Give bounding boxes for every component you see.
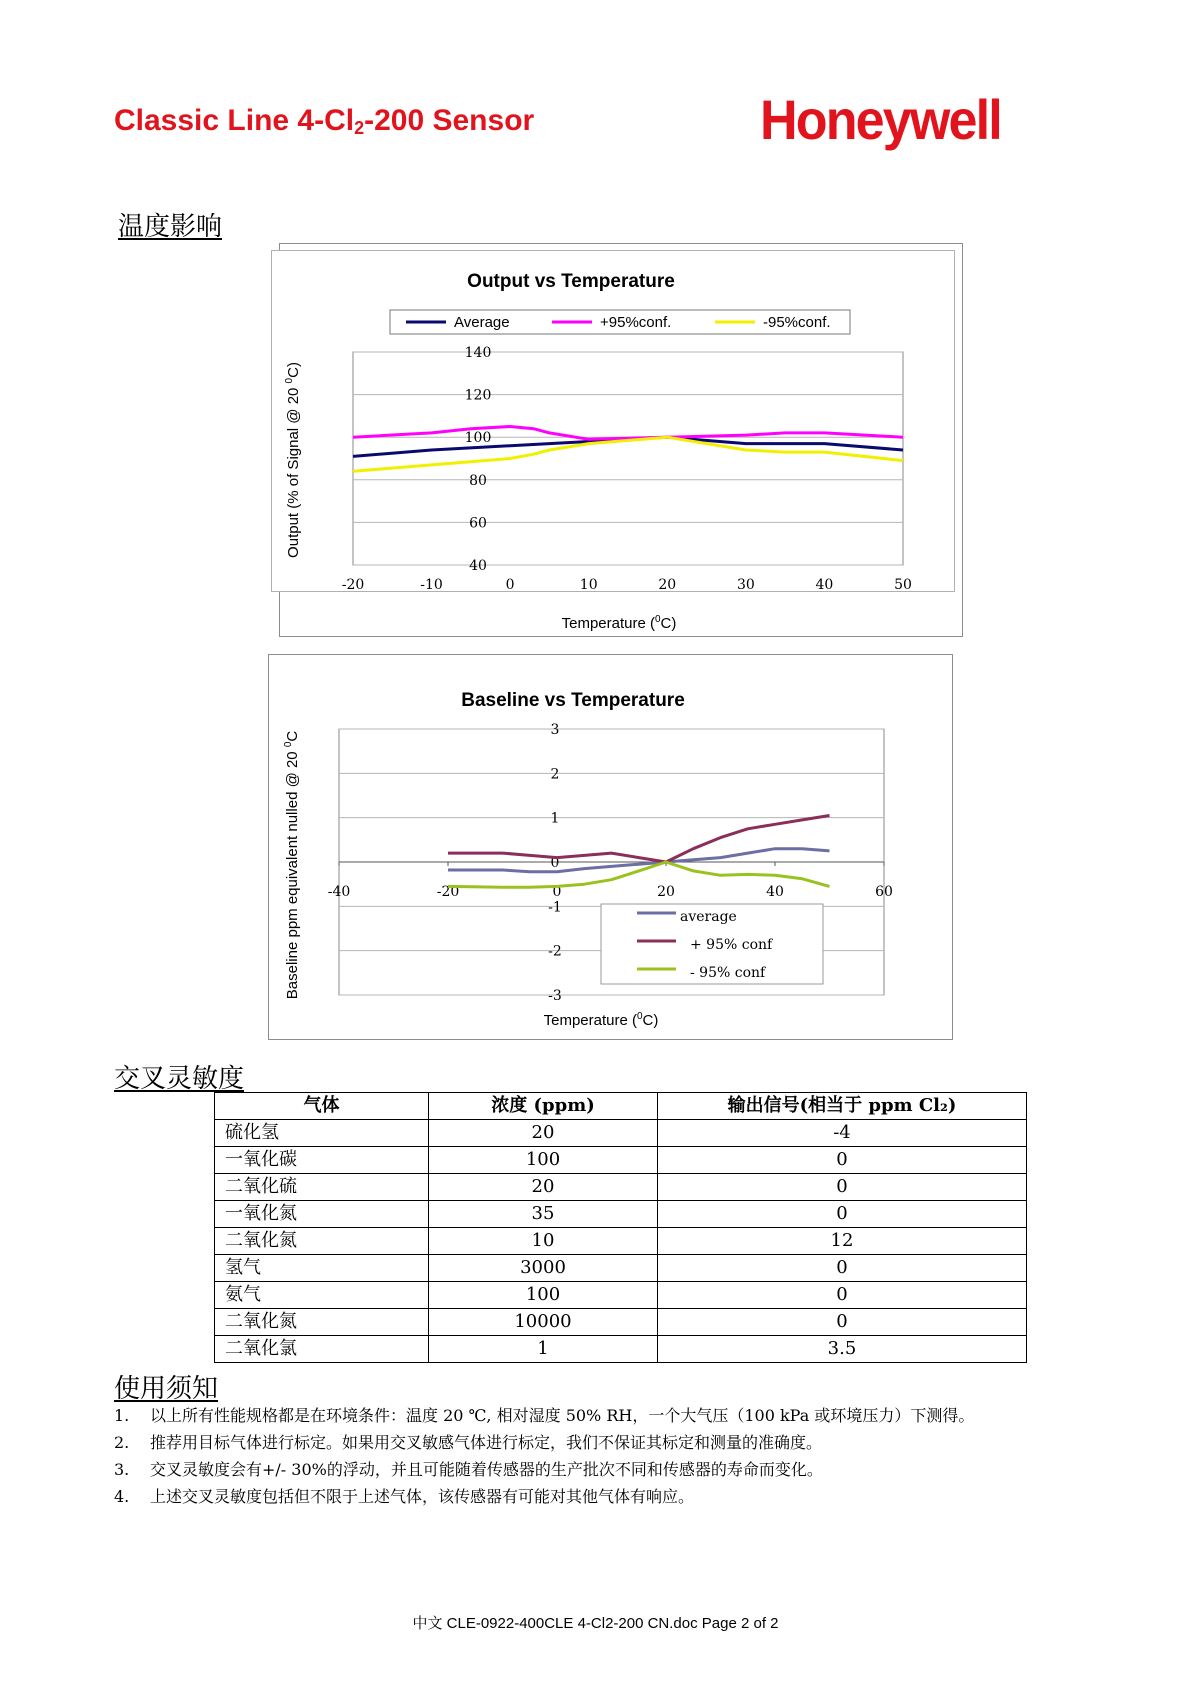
cell-concentration: 20 (429, 1120, 658, 1147)
x-axis-label: Temperature ($^0$C) (543, 1011, 659, 1029)
cell-output: 0 (658, 1309, 1027, 1336)
legend-label: + 95% conf (690, 937, 773, 953)
x-tick-label: 40 (815, 577, 834, 593)
note-text: 上述交叉灵敏度包括但不限于上述气体，该传感器有可能对其他气体有响应。 (150, 1487, 695, 1506)
section-heading-notes: 使用须知 (114, 1374, 219, 1404)
x-tick-label: 50 (894, 577, 912, 593)
cell-output: 0 (658, 1282, 1027, 1309)
legend-label: -95%conf. (763, 314, 831, 331)
cell-concentration: 100 (429, 1147, 658, 1174)
column-header-gas: 气体 (215, 1093, 429, 1120)
y-tick-label: 100 (464, 430, 492, 447)
cell-concentration: 35 (429, 1201, 658, 1228)
legend-label: average (680, 909, 737, 925)
table-row (215, 1228, 1027, 1255)
x-tick-label: 20 (658, 577, 677, 593)
y-tick-label: 0 (550, 855, 560, 871)
y-tick-label: 40 (469, 558, 487, 574)
cell-concentration: 10000 (429, 1309, 658, 1336)
legend-label: - 95% conf (690, 965, 766, 981)
chart-title: Baseline vs Temperature (461, 690, 685, 711)
cell-concentration: 3000 (429, 1255, 658, 1282)
cell-gas: 二氧化氮 (215, 1309, 429, 1336)
x-tick-label: -40 (327, 884, 351, 900)
chart-legend (601, 904, 823, 984)
y-tick-label: 140 (464, 345, 492, 361)
cell-output: 0 (658, 1255, 1027, 1282)
note-item (114, 1429, 1114, 1456)
cell-gas: 氢气 (215, 1255, 429, 1282)
note-number: 1. (114, 1406, 130, 1425)
x-tick-label: 20 (657, 884, 675, 900)
y-tick-label: -2 (548, 943, 562, 960)
x-tick-label: 40 (766, 884, 784, 900)
x-tick-label: 0 (552, 884, 562, 900)
table-row (215, 1147, 1027, 1174)
y-axis-label: Output (% of Signal @ 20 $^0$C) (284, 362, 302, 558)
cell-concentration: 100 (429, 1282, 658, 1309)
notes-list (114, 1402, 1114, 1510)
honeywell-logo: Honeywell (760, 88, 1001, 151)
cell-concentration: 20 (429, 1174, 658, 1201)
cell-gas: 一氧化氮 (215, 1201, 429, 1228)
y-tick-label: 2 (550, 766, 560, 783)
x-tick-label: -10 (420, 577, 443, 593)
cell-output: 12 (658, 1228, 1027, 1255)
y-tick-label: 3 (550, 722, 560, 738)
y-tick-label: 120 (464, 387, 492, 404)
column-header-concentration: 浓度 (ppm) (429, 1093, 658, 1120)
document-title: Classic Line $4-Cl_2-200$ Sensor (114, 104, 535, 138)
section-heading-temperature: 温度影响 (118, 212, 223, 242)
note-text: 交叉灵敏度会有+/- 30%的浮动，并且可能随着传感器的生产批次不同和传感器的寿命而变化。 (150, 1460, 823, 1479)
page-footer: 中文 CLE-0922-400CLE 4-Cl2-200 CN.doc Page 2 of 2 (412, 1615, 779, 1632)
x-axis-label: Temperature ($^0$C) (561, 614, 677, 632)
cell-concentration: 1 (429, 1336, 658, 1363)
table-row (215, 1336, 1027, 1363)
note-item (114, 1402, 1114, 1429)
cell-gas: 二氧化硫 (215, 1174, 429, 1201)
cell-gas: 一氧化碳 (215, 1147, 429, 1174)
cell-concentration: 10 (429, 1228, 658, 1255)
table-header-row (215, 1093, 1027, 1120)
table-row (215, 1174, 1027, 1201)
table-row (215, 1120, 1027, 1147)
section-heading-cross-sensitivity: 交叉灵敏度 (114, 1064, 245, 1094)
x-tick-label: 60 (875, 884, 893, 900)
note-text: 推荐用目标气体进行标定。如果用交叉敏感气体进行标定，我们不保证其标定和测量的准确度。 (150, 1433, 823, 1452)
cell-output: 3.5 (658, 1336, 1027, 1363)
x-tick-label: 30 (736, 577, 755, 593)
table-row (215, 1309, 1027, 1336)
cell-gas: 二氧化氮 (215, 1228, 429, 1255)
y-axis-label: Baseline ppm equivalent nulled @ 20 $^0$C (283, 730, 301, 1000)
cell-output: -4 (658, 1120, 1027, 1147)
x-tick-label: 0 (505, 577, 515, 593)
y-tick-label: -3 (548, 988, 562, 1004)
legend-label: +95%conf. (600, 314, 672, 331)
note-number: 2. (114, 1433, 130, 1452)
cell-gas: 氨气 (215, 1282, 429, 1309)
cell-output: 0 (658, 1201, 1027, 1228)
x-tick-label: -20 (436, 884, 460, 900)
table-row (215, 1201, 1027, 1228)
cross-sensitivity-table (214, 1092, 1027, 1363)
y-tick-label: 1 (550, 810, 560, 827)
note-item (114, 1483, 1114, 1510)
cell-output: 0 (658, 1174, 1027, 1201)
y-tick-label: -1 (548, 899, 562, 916)
table-row (215, 1255, 1027, 1282)
note-number: 4. (114, 1487, 130, 1506)
x-tick-label: -20 (341, 577, 365, 593)
y-tick-label: 80 (469, 472, 487, 489)
x-tick-label: 10 (579, 577, 598, 593)
cell-gas: 二氧化氯 (215, 1336, 429, 1363)
note-text: 以上所有性能规格都是在环境条件：温度 20 ℃, 相对湿度 50% RH，一个大气压（100 kPa 或环境压力）下测得。 (150, 1406, 975, 1425)
legend-label: Average (454, 314, 510, 331)
chart-title: Output vs Temperature (467, 271, 675, 292)
column-header-output: 输出信号(相当于 ppm Cl₂) (658, 1093, 1027, 1120)
note-number: 3. (114, 1460, 130, 1479)
cell-gas: 硫化氢 (215, 1120, 429, 1147)
cell-output: 0 (658, 1147, 1027, 1174)
note-item (114, 1456, 1114, 1483)
table-row (215, 1282, 1027, 1309)
y-tick-label: 60 (469, 515, 487, 532)
